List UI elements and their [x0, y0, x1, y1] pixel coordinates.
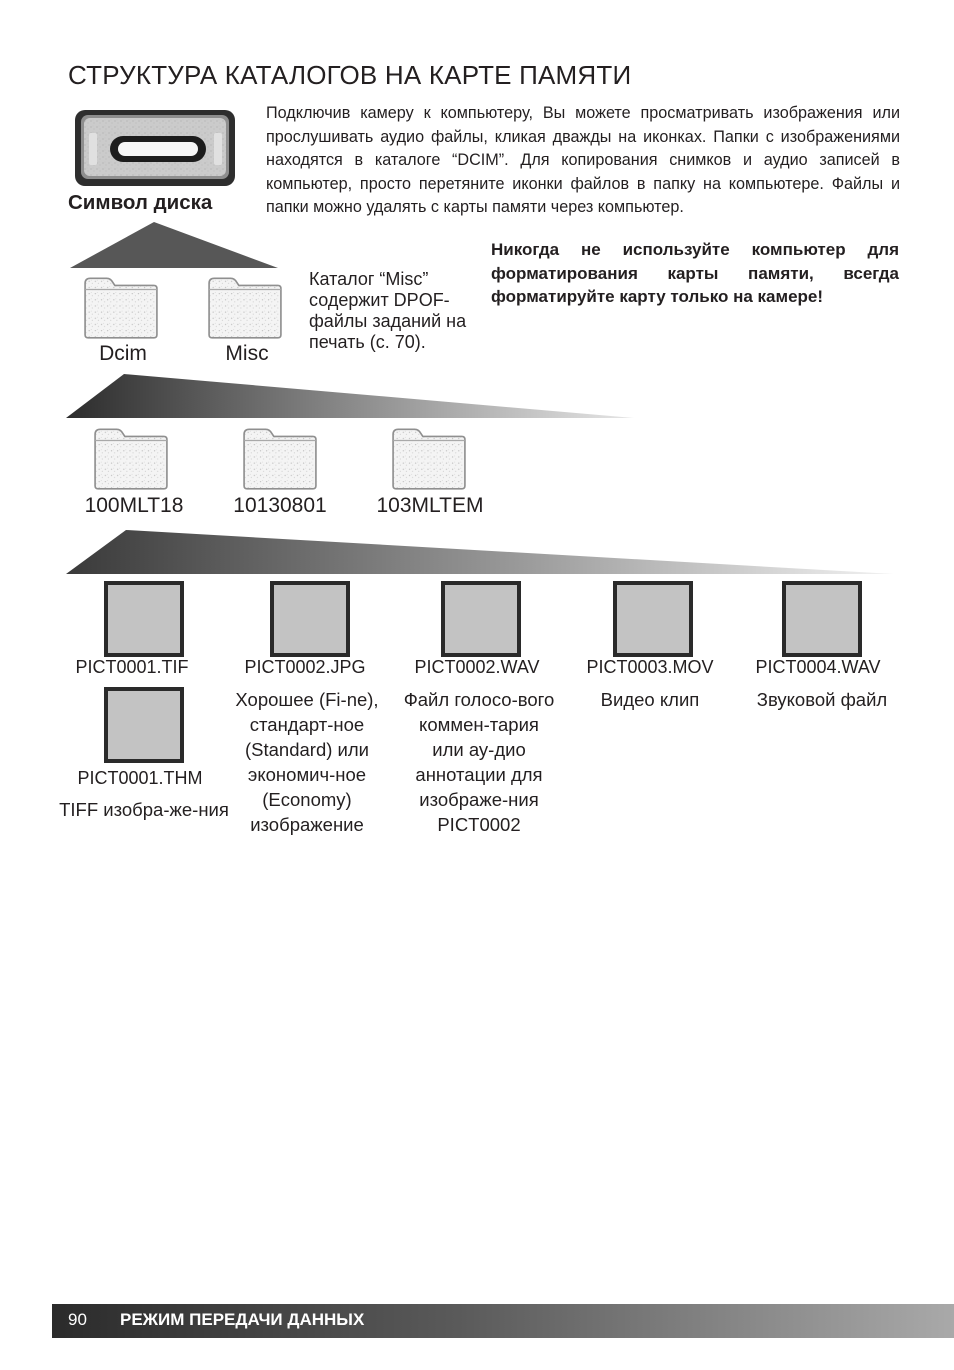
file-desc-pict0001-thm: TIFF изобра-же-ния: [59, 799, 229, 820]
hierarchy-wedge-level2: [64, 372, 636, 420]
folder-label-103mltem: 103MLTEM: [376, 494, 484, 517]
folder-icon[interactable]: [206, 273, 284, 341]
page-title: СТРУКТУРА КАТАЛОГОВ НА КАРТЕ ПАМЯТИ: [68, 60, 632, 90]
folder-label-dcim: Dcim: [99, 342, 147, 365]
file-desc-pict0002-wav: Файл голосо-вого коммен-тария или ау-дио аннотации для изображе-ния PICT0002: [403, 689, 555, 835]
folder-icon[interactable]: [241, 424, 319, 492]
file-thumbnail-icon[interactable]: [613, 581, 693, 657]
disk-symbol-label: Символ диска: [68, 191, 213, 214]
section-title: РЕЖИМ ПЕРЕДАЧИ ДАННЫХ: [120, 1310, 365, 1329]
file-name-pict0002-jpg: PICT0002.JPG: [244, 657, 366, 677]
hierarchy-wedge-level1: [68, 220, 280, 270]
format-warning: Никогда не используйте компьютер для форматирования карты памяти, всегда форматируйте карту только на камере!: [491, 240, 899, 307]
file-desc-pict0003-mov: Видео клип: [600, 689, 700, 710]
intro-paragraph: Подключив камеру к компьютеру, Вы можете просматривать изображения или прослушивать аудио файлы, кликая дважды на иконках. Папки с изображениями находятся в каталоге “DCIM”. Для копирования снимков и аудио записей в компьютер, просто перетяните иконки файлов в папку на компьютере. Файлы и папки можно удалять с карты памяти через компьютер.: [266, 104, 900, 217]
file-thumbnail-icon[interactable]: [782, 581, 862, 657]
hierarchy-wedge-level3: [64, 528, 896, 576]
file-thumbnail-icon[interactable]: [104, 687, 184, 763]
folder-icon[interactable]: [92, 424, 170, 492]
file-desc-pict0002-jpg: Хорошее (Fi-ne), стандарт-ное (Standard) или экономич-ное (Economy) изображение: [235, 689, 379, 835]
folder-icon[interactable]: [82, 273, 160, 341]
file-thumbnail-icon[interactable]: [441, 581, 521, 657]
page-number: 90: [68, 1310, 87, 1329]
file-thumbnail-icon[interactable]: [104, 581, 184, 657]
file-name-pict0003-mov: PICT0003.MOV: [586, 657, 714, 677]
file-name-pict0002-wav: PICT0002.WAV: [414, 657, 540, 677]
folder-label-10130801: 10130801: [233, 494, 327, 517]
file-name-pict0001-thm: PICT0001.THM: [77, 768, 203, 788]
folder-label-100mlt18: 100MLT18: [84, 494, 184, 517]
folder-icon[interactable]: [390, 424, 468, 492]
file-name-pict0001-tif: PICT0001.TIF: [75, 657, 189, 677]
file-thumbnail-icon[interactable]: [270, 581, 350, 657]
file-desc-pict0004-wav: Звуковой файл: [756, 689, 888, 710]
misc-note: Каталог “Misc” содержит DPOF-файлы заданий на печать (с. 70).: [309, 269, 467, 352]
file-name-pict0004-wav: PICT0004.WAV: [755, 657, 881, 677]
drive-icon: [72, 107, 238, 189]
folder-label-misc: Misc: [225, 342, 269, 365]
